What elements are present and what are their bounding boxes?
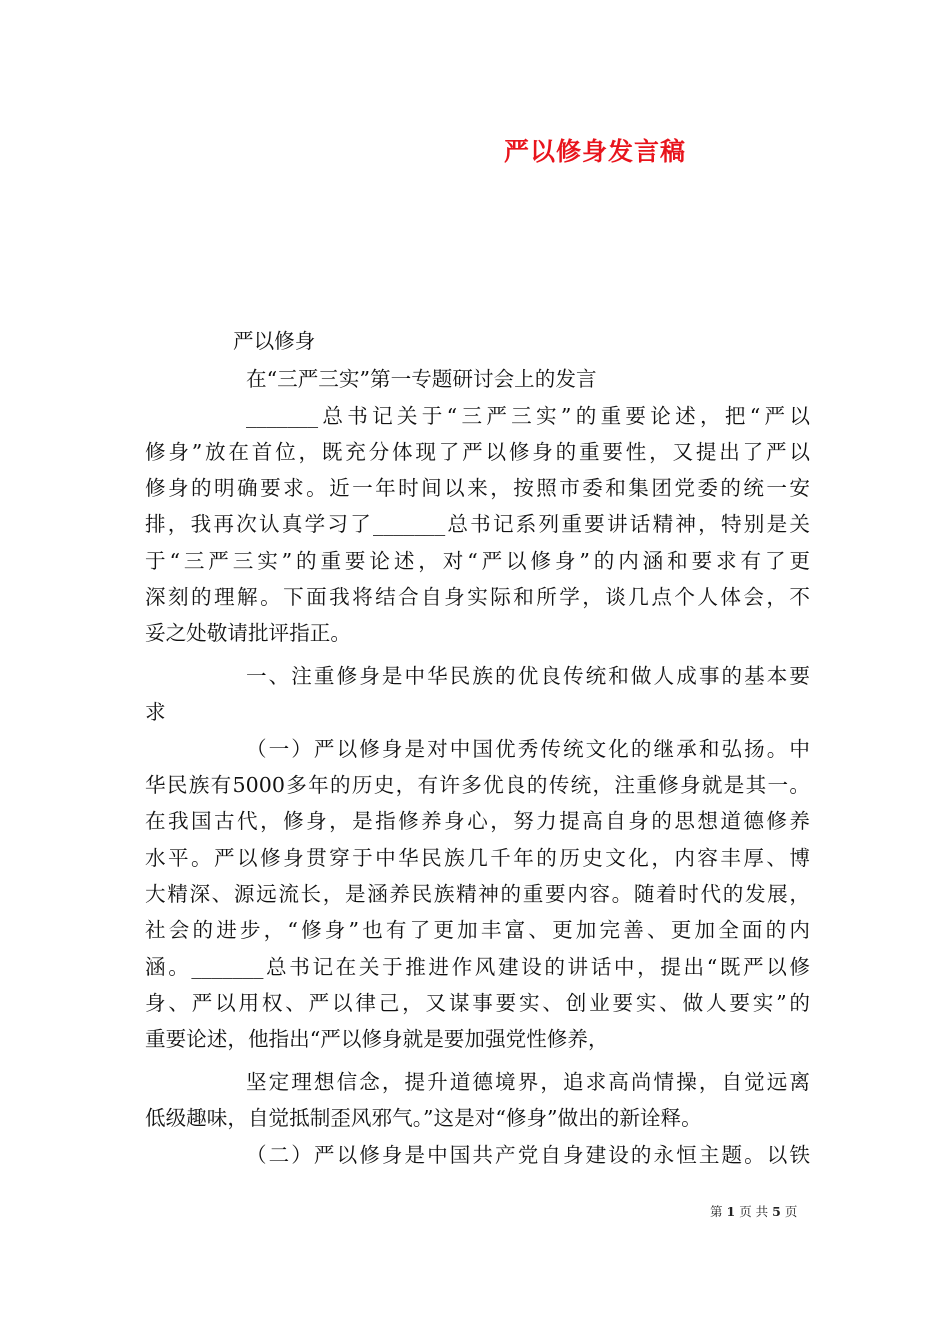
text-line: 深刻的理解。下面我将结合自身实际和所学，谈几点个人体会，不	[145, 585, 810, 609]
footer-middle: 页 共	[739, 1204, 769, 1219]
section-heading: 求	[145, 700, 166, 724]
text-line: 坚定理想信念，提升道德境界，追求高尚情操，自觉远离	[246, 1070, 810, 1094]
document-title: 严以修身发言稿	[503, 137, 686, 166]
section-heading: 一、注重修身是中华民族的优良传统和做人成事的基本要	[246, 664, 810, 688]
text-line: 在“三严三实”第一专题研讨会上的发言	[246, 367, 597, 391]
text-line: 在我国古代，修身，是指修养身心，努力提高自身的思想道德修养	[145, 809, 810, 833]
page-footer	[710, 1203, 797, 1221]
text-line: _______总书记关于“三严三实”的重要论述，把“严以	[246, 404, 810, 428]
text-line: 排，我再次认真学习了_______总书记系列重要讲话精神，特别是关	[145, 512, 810, 536]
text-line: 社会的进步，“修身”也有了更加丰富、更加完善、更加全面的内	[145, 918, 810, 942]
text-line: 大精深、源远流长，是涵养民族精神的重要内容。随着时代的发展，	[145, 882, 810, 906]
text-line: 重要论述，他指出“严以修身就是要加强党性修养，	[145, 1027, 609, 1051]
text-line: 于“三严三实”的重要论述，对“严以修身”的内涵和要求有了更	[145, 549, 810, 573]
text-line: （二）严以修身是中国共产党自身建设的永恒主题。以铁	[246, 1143, 810, 1167]
text-line: 水平。严以修身贯穿于中华民族几千年的历史文化，内容丰厚、博	[145, 846, 810, 870]
text-line: 涵。_______总书记在关于推进作风建设的讲话中，提出“既严以修	[145, 955, 810, 979]
text-line: 修身的明确要求。近一年时间以来，按照市委和集团党委的统一安	[145, 476, 810, 500]
footer-suffix: 页	[784, 1204, 798, 1219]
text-line: 低级趣味，自觉抵制歪风邪气。”这是对“修身”做出的新诠释。	[145, 1106, 702, 1130]
text-line: （一）严以修身是对中国优秀传统文化的继承和弘扬。中	[246, 737, 810, 761]
footer-total-pages: 5	[772, 1204, 781, 1219]
text-line: 严以修身	[233, 329, 316, 353]
footer-page-number: 1	[726, 1204, 736, 1219]
footer-prefix: 第	[710, 1204, 723, 1219]
text-line: 身、严以用权、严以律己，又谋事要实、创业要实、做人要实”的	[145, 991, 810, 1015]
text-line: 华民族有5000多年的历史，有许多优良的传统，注重修身就是其一。	[145, 773, 810, 797]
text-line: 修身”放在首位，既充分体现了严以修身的重要性，又提出了严以	[145, 440, 810, 464]
text-line: 妥之处敬请批评指正。	[145, 621, 351, 645]
